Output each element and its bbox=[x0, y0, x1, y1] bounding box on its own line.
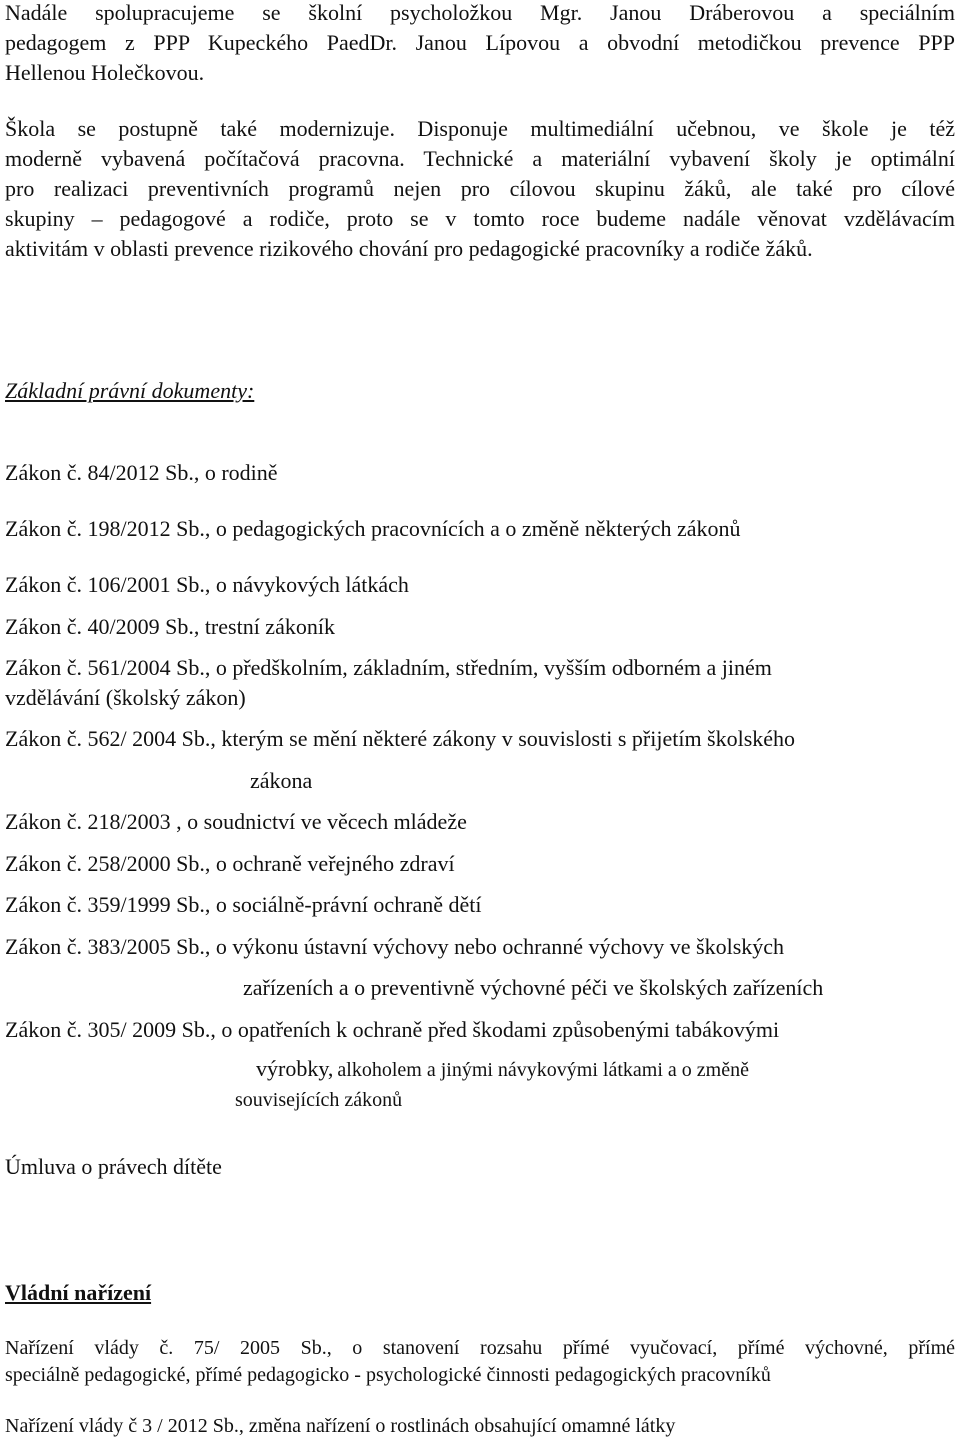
law-item-continuation-part: alkoholem a jinými návykovými látkami a o změně bbox=[337, 1059, 749, 1081]
law-item-continuation: zařízeních a o preventivně výchovné péči ve školských zařízeních bbox=[243, 975, 824, 1000]
law-item: Zákon č. 40/2009 Sb., trestní zákoník bbox=[5, 614, 335, 639]
law-item-continuation-part: výrobky, bbox=[256, 1056, 334, 1081]
intro-p1-line-1: Nadále spolupracujeme se školní psycholožkou Mgr. Janou Dráberovou a speciálním bbox=[5, 0, 955, 25]
government-item: Nařízení vlády č. 75/ 2005 Sb., o stanovení rozsahu přímé vyučovací, přímé výchovné, přímé bbox=[5, 1337, 955, 1359]
law-item: Zákon č. 561/2004 Sb., o předškolním, základním, středním, vyšším odborném a jiném bbox=[5, 655, 772, 680]
intro-p1-line-3: Hellenou Holečkovou. bbox=[5, 60, 205, 85]
law-item: Zákon č. 106/2001 Sb., o návykových látkách bbox=[5, 572, 409, 597]
law-item: Zákon č. 218/2003 , o soudnictví ve věcech mládeže bbox=[5, 809, 467, 834]
intro-p2-line-1: Škola se postupně také modernizuje. Disponuje multimediální učebnou, ve škole je též bbox=[5, 116, 955, 141]
intro-p2-line-5: aktivitám v oblasti prevence rizikového chování pro pedagogické pracovníky a rodiče žáků. bbox=[5, 236, 813, 261]
law-item: Zákon č. 198/2012 Sb., o pedagogických pracovnících a o změně některých zákonů bbox=[5, 516, 741, 541]
law-item: Zákon č. 359/1999 Sb., o sociálně-právní ochraně dětí bbox=[5, 892, 482, 917]
law-item-continuation: zákona bbox=[250, 768, 313, 793]
law-item: Zákon č. 258/2000 Sb., o ochraně veřejného zdraví bbox=[5, 851, 455, 876]
legal-heading: Základní právní dokumenty: bbox=[5, 378, 255, 403]
law-item: Zákon č. 383/2005 Sb., o výkonu ústavní výchovy nebo ochranné výchovy ve školských bbox=[5, 934, 785, 959]
government-heading: Vládní nařízení bbox=[5, 1280, 152, 1305]
law-item: Zákon č. 84/2012 Sb., o rodině bbox=[5, 460, 278, 485]
intro-p2-line-2: moderně vybavená počítačová pracovna. Technické a materiální vybavení školy je optimální bbox=[5, 146, 955, 171]
government-item-continuation: speciálně pedagogické, přímé pedagogicko - psychologické činnosti pedagogických pracovníků bbox=[5, 1364, 771, 1386]
intro-p2-line-3: pro realizaci preventivních programů nejen pro cílovou skupinu žáků, ale také pro cílové bbox=[5, 176, 955, 201]
government-item: Nařízení vlády č 3 / 2012 Sb., změna nařízení o rostlinách obsahující omamné látky bbox=[5, 1415, 676, 1437]
law-item: Zákon č. 562/ 2004 Sb., kterým se mění některé zákony v souvislosti s přijetím školského bbox=[5, 726, 796, 751]
intro-p2-line-4: skupiny – pedagogové a rodiče, proto se v tomto roce budeme nadále věnovat vzdělávacím bbox=[5, 206, 955, 231]
intro-p1-line-2: pedagogem z PPP Kupeckého PaedDr. Janou Lípovou a obvodní metodičkou prevence PPP bbox=[5, 30, 955, 55]
law-item-continuation: souvisejících zákonů bbox=[235, 1089, 403, 1111]
convention-item: Úmluva o právech dítěte bbox=[5, 1154, 222, 1179]
law-item: Zákon č. 305/ 2009 Sb., o opatřeních k ochraně před škodami způsobenými tabákovými bbox=[5, 1017, 780, 1042]
law-item-continuation bbox=[256, 1058, 749, 1080]
law-item-continuation: vzdělávání (školský zákon) bbox=[5, 685, 246, 710]
